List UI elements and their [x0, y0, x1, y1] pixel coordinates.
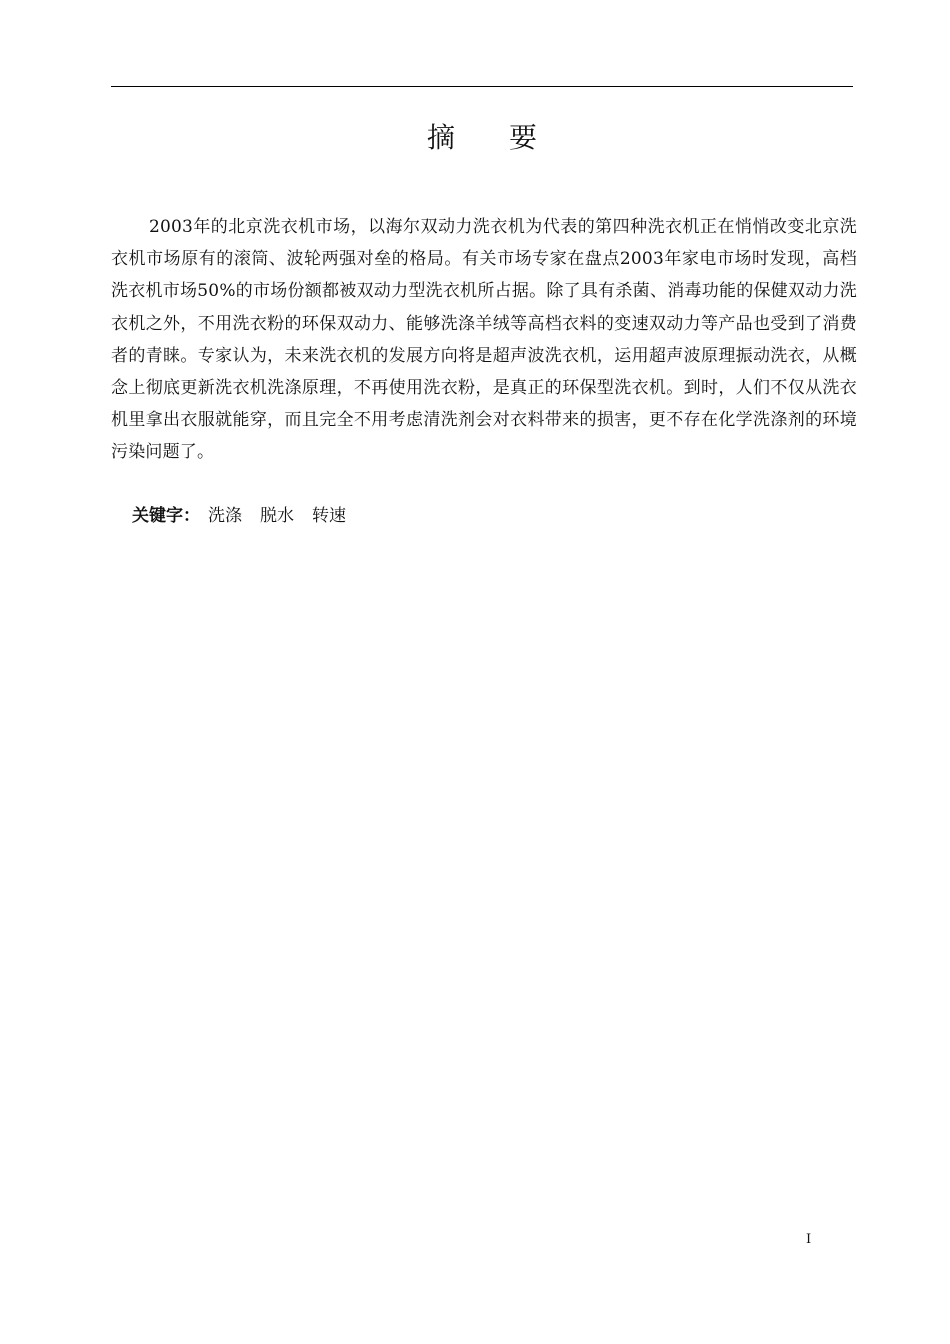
- keyword-item: 转速: [312, 506, 346, 526]
- keywords-line: [132, 502, 364, 530]
- abstract-paragraph: 2003年的北京洗衣机市场，以海尔双动力洗衣机为代表的第四种洗衣机正在悄悄改变北京洗衣机市场原有的滚筒、波轮两强对垒的格局。有关市场专家在盘点2003年家电市场时发现，高档洗衣机市场50%的市场份额都被双动力型洗衣机所占据。除了具有杀菌、消毒功能的保健双动力洗衣机之外，不用洗衣粉的环保双动力、能够洗涤羊绒等高档衣料的变速双动力等产品也受到了消费者的青睐。专家认为，未来洗衣机的发展方向将是超声波洗衣机，运用超声波原理振动洗衣，从概念上彻底更新洗衣机洗涤原理，不再使用洗衣粉，是真正的环保型洗衣机。到时，人们不仅从洗衣机里拿出衣服就能穿，而且完全不用考虑清洗剂会对衣料带来的损害，更不存在化学洗涤剂的环境污染问题了。: [111, 217, 857, 463]
- title-char-1: 摘: [426, 121, 455, 154]
- keywords-label: 关键字：: [132, 506, 200, 526]
- title-char-2: 要: [509, 121, 538, 154]
- page-title: [111, 118, 853, 158]
- keyword-item: 脱水: [260, 506, 294, 526]
- keyword-item: 洗涤: [208, 506, 242, 526]
- header-rule: [111, 86, 853, 87]
- page-number: I: [806, 1232, 812, 1247]
